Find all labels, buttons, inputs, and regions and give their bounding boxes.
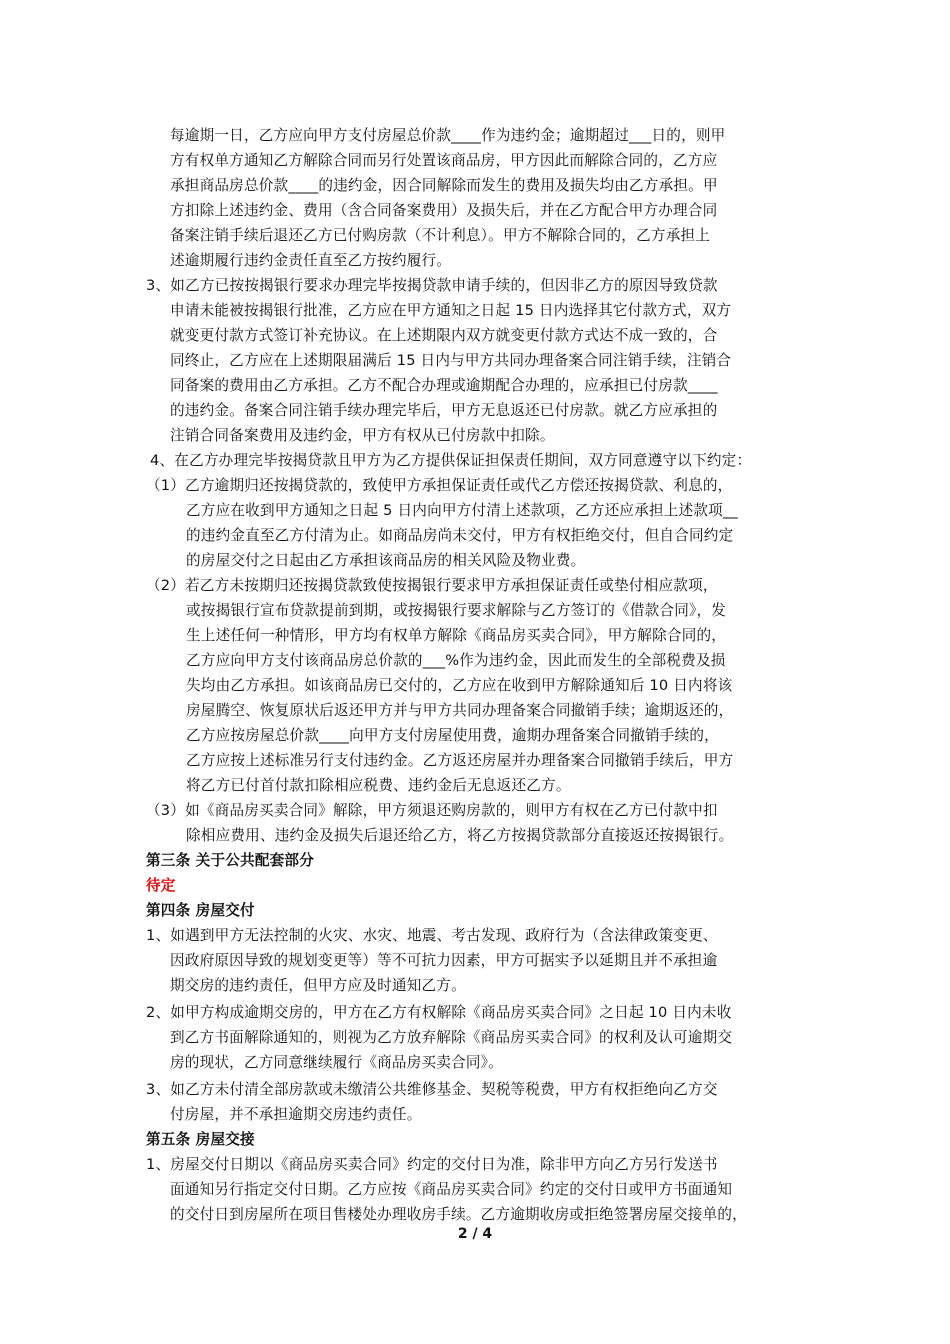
text-line: （2）若乙方未按期归还按揭贷款致使按揭银行要求甲方承担保证责任或垫付相应款项，: [146, 577, 718, 594]
text-line: 的交付日到房屋所在项目售楼处办理收房手续。乙方逾期收房或拒绝签署房屋交接单的，: [170, 1206, 747, 1223]
text-line: 房的现状，乙方同意继续履行《商品房买卖合同》。: [170, 1054, 503, 1071]
article-heading: 第五条 房屋交接: [146, 1131, 255, 1148]
text-line: 乙方应按上述标准另行支付违约金。乙方返还房屋并办理备案合同撤销手续后，甲方: [186, 752, 734, 769]
text-line: 述逾期履行违约金责任直至乙方按约履行。: [170, 252, 452, 269]
text-line: 或按揭银行宣布贷款提前到期，或按揭银行要求解除与乙方签订的《借款合同》，发: [186, 602, 727, 619]
text-line: 失均由乙方承担。如该商品房已交付的，乙方应在收到甲方解除通知后 10 日内将该: [186, 677, 733, 694]
page-number: 2 / 4: [457, 1226, 493, 1242]
text-line: 1、如遇到甲方无法控制的火灾、水灾、地震、考古发现、政府行为（含法律政策变更、: [146, 927, 718, 944]
text-line: 的违约金直至乙方付清为止。如商品房尚未交付，甲方有权拒绝交付，但自合同约定: [186, 527, 734, 544]
text-line: 方有权单方通知乙方解除合同而另行处置该商品房，甲方因此而解除合同的，乙方应: [170, 152, 718, 169]
text-line: 3、如乙方未付清全部房款或未缴清公共维修基金、契税等税费，甲方有权拒绝向乙方交: [146, 1081, 718, 1098]
text-line: 乙方应按房屋总价款____向甲方支付房屋使用费，逾期办理备案合同撤销手续的，: [186, 727, 719, 744]
text-line: 同终止，乙方应在上述期限届满后 15 日内与甲方共同办理备案合同注销手续，注销合: [170, 352, 732, 369]
text-line: 的房屋交付之日起由乙方承担该商品房的相关风险及物业费。: [186, 552, 586, 569]
text-line: 承担商品房总价款____的违约金，因合同解除而发生的费用及损失均由乙方承担。甲: [170, 177, 718, 194]
text-line: 每逾期一日，乙方应向甲方支付房屋总价款____作为违约金；逾期超过___日的，则甲: [170, 127, 726, 144]
text-line: 乙方应向甲方支付该商品房总价款的___%作为违约金，因此而发生的全部税费及损: [186, 652, 726, 669]
text-line: 付房屋，并不承担逾期交房违约责任。: [170, 1106, 422, 1123]
text-line: 4、在乙方办理完毕按揭贷款且甲方为乙方提供保证担保责任期间，双方同意遵守以下约定：: [150, 452, 752, 469]
text-line: 面通知另行指定交付日期。乙方应按《商品房买卖合同》约定的交付日或甲方书面通知: [170, 1181, 733, 1198]
text-line: 除相应费用、违约金及损失后退还给乙方，将乙方按揭贷款部分直接返还按揭银行。: [186, 827, 734, 844]
text-line: 生上述任何一种情形，甲方均有权单方解除《商品房买卖合同》，甲方解除合同的，: [186, 627, 727, 644]
text-line: 1、房屋交付日期以《商品房买卖合同》约定的交付日为准，除非甲方向乙方另行发送书: [146, 1156, 718, 1173]
text-line: 的违约金。备案合同注销手续办理完毕后，甲方无息返还已付房款。就乙方应承担的: [170, 402, 718, 419]
text-line: 乙方应在收到甲方通知之日起 5 日内向甲方付清上述款项，乙方还应承担上述款项__: [186, 502, 738, 519]
text-line: （3）如《商品房买卖合同》解除，甲方须退还购房款的，则甲方有权在乙方已付款中扣: [146, 802, 718, 819]
article-heading: 第四条 房屋交付: [146, 902, 255, 919]
text-line: （1）乙方逾期归还按揭贷款的，致使甲方承担保证责任或代乙方偿还按揭贷款、利息的，: [146, 477, 733, 494]
text-line: 3、如乙方已按按揭银行要求办理完毕按揭贷款申请手续的，但因非乙方的原因导致贷款: [146, 277, 718, 294]
text-line: 同备案的费用由乙方承担。乙方不配合办理或逾期配合办理的，应承担已付房款____: [170, 377, 718, 394]
text-line: 申请未能被按揭银行批准，乙方应在甲方通知之日起 15 日内选择其它付款方式，双方: [170, 302, 732, 319]
text-line: 2、如甲方构成逾期交房的，甲方在乙方有权解除《商品房买卖合同》之日起 10 日内未收: [146, 1004, 732, 1021]
text-line: 因政府原因导致的规划变更等）等不可抗力因素，甲方可据实予以延期且并不承担逾: [170, 952, 718, 969]
text-line: 备案注销手续后退还乙方已付购房款（不计利息）。甲方不解除合同的，乙方承担上: [170, 227, 711, 244]
text-line: 将乙方已付首付款扣除相应税费、违约金后无息返还乙方。: [186, 777, 571, 794]
text-line: 期交房的违约责任，但甲方应及时通知乙方。: [170, 977, 466, 994]
text-line: 房屋腾空、恢复原状后返还甲方并与甲方共同办理备案合同撤销手续；逾期返还的，: [186, 702, 734, 719]
text-line: 注销合同备案费用及违约金，甲方有权从已付房款中扣除。: [170, 427, 555, 444]
pending-label: 待定: [146, 877, 176, 894]
text-line: 到乙方书面解除通知的，则视为乙方放弃解除《商品房买卖合同》的权利及认可逾期交: [170, 1029, 733, 1046]
article-heading: 第三条 关于公共配套部分: [146, 852, 315, 869]
text-line: 就变更付款方式签订补充协议。在上述期限内双方就变更付款方式达不成一致的，合: [170, 327, 718, 344]
text-line: 方扣除上述违约金、费用（含合同备案费用）及损失后，并在乙方配合甲方办理合同: [170, 202, 718, 219]
